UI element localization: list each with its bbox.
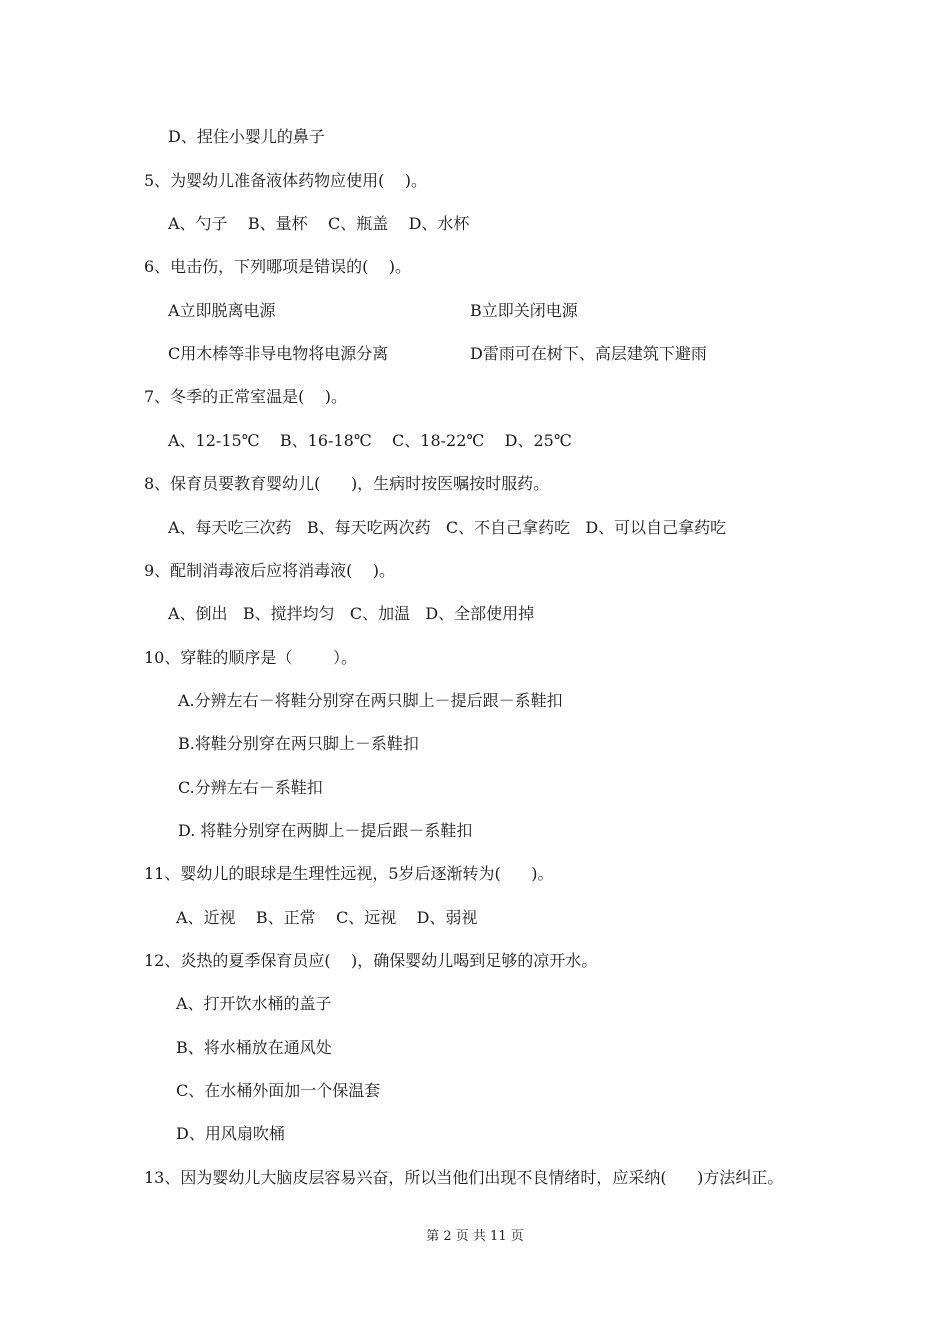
q10-option-a: A.分辨左右－将鞋分别穿在两只脚上－提后跟－系鞋扣 bbox=[178, 691, 563, 710]
q5-options: A、勺子 B、量杯 C、瓶盖 D、水杯 bbox=[168, 214, 470, 233]
q8-options: A、每天吃三次药 B、每天吃两次药 C、不自己拿药吃 D、可以自己拿药吃 bbox=[168, 518, 727, 537]
q13-stem: 13、因为婴幼儿大脑皮层容易兴奋，所以当他们出现不良情绪时，应采纳( )方法纠正。 bbox=[144, 1168, 784, 1187]
q10-option-c: C.分辨左右－系鞋扣 bbox=[178, 778, 323, 797]
q6-option-c: C用木棒等非导电物将电源分离 bbox=[168, 344, 389, 363]
q11-options: A、近视 B、正常 C、远视 D、弱视 bbox=[176, 908, 478, 927]
q6-stem: 6、电击伤，下列哪项是错误的( )。 bbox=[144, 257, 412, 276]
q7-options: A、12-15℃ B、16-18℃ C、18-22℃ D、25℃ bbox=[168, 431, 572, 450]
q11-stem: 11、婴幼儿的眼球是生理性远视，5岁后逐渐转为( )。 bbox=[144, 864, 554, 883]
q6-option-a: A立即脱离电源 bbox=[168, 301, 276, 320]
q12-stem: 12、炎热的夏季保育员应( )，确保婴幼儿喝到足够的凉开水。 bbox=[144, 951, 598, 970]
q5-stem: 5、为婴幼儿准备液体药物应使用( )。 bbox=[144, 171, 428, 190]
q12-option-c: C、在水桶外面加一个保温套 bbox=[176, 1081, 381, 1100]
q12-option-a: A、打开饮水桶的盖子 bbox=[176, 994, 332, 1013]
q9-options: A、倒出 B、搅拌均匀 C、加温 D、全部使用掉 bbox=[168, 604, 535, 623]
q6-option-d: D雷雨可在树下、高层建筑下避雨 bbox=[470, 344, 707, 363]
q10-stem: 10、穿鞋的顺序是（ ）。 bbox=[144, 648, 358, 667]
q10-option-b: B.将鞋分别穿在两只脚上－系鞋扣 bbox=[178, 734, 419, 753]
q10-option-d: D. 将鞋分别穿在两脚上－提后跟－系鞋扣 bbox=[178, 821, 473, 840]
page-footer: 第 2 页 共 11 页 bbox=[426, 1229, 524, 1244]
q6-option-b: B立即关闭电源 bbox=[470, 301, 578, 320]
q12-option-d: D、用风扇吹桶 bbox=[176, 1124, 285, 1143]
q8-stem: 8、保育员要教育婴幼儿( )，生病时按医嘱按时服药。 bbox=[144, 474, 550, 493]
q9-stem: 9、配制消毒液后应将消毒液( )。 bbox=[144, 561, 396, 580]
q4-option-d: D、捏住小婴儿的鼻子 bbox=[168, 127, 325, 146]
q12-option-b: B、将水桶放在通风处 bbox=[176, 1038, 332, 1057]
q7-stem: 7、冬季的正常室温是( )。 bbox=[144, 387, 348, 406]
